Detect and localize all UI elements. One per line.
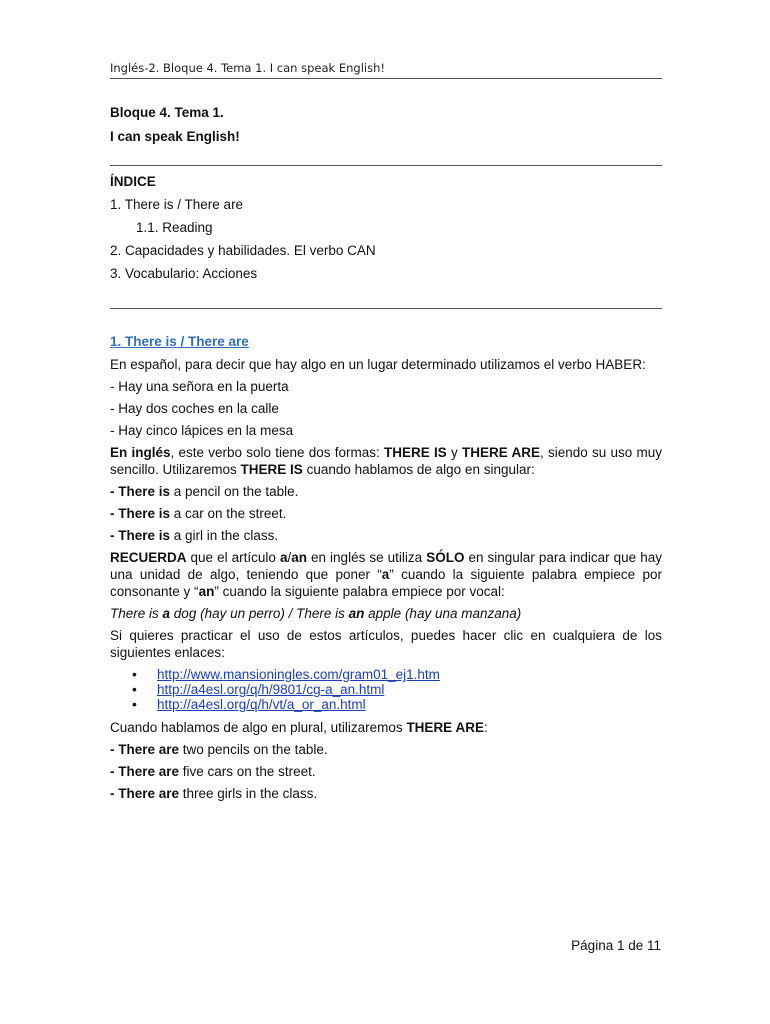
section-heading[interactable]: 1. There is / There are xyxy=(110,334,249,349)
index-item: 1.1. Reading xyxy=(136,220,213,235)
english-paragraph: En inglés, este verbo solo tiene dos formas: THERE IS y THERE ARE, siendo su uso muy sencillo. Utilizaremos THERE IS cuando hablamos de algo en singular: xyxy=(110,445,662,477)
table-of-contents xyxy=(110,173,662,282)
singular-example: - There is a pencil on the table. xyxy=(110,484,299,499)
bullet-icon: • xyxy=(132,681,137,697)
plural-example: - There are three girls in the class. xyxy=(110,786,318,801)
singular-example: - There is a car on the street. xyxy=(110,506,287,521)
index-divider xyxy=(110,308,662,309)
index-item: 1. There is / There are xyxy=(110,197,244,212)
header-divider xyxy=(110,78,662,79)
practice-paragraph: Si quieres practicar el uso de estos artículos, puedes hacer clic en cualquiera de los siguientes enlaces: xyxy=(110,628,662,660)
practice-link[interactable]: http://a4esl.org/q/h/9801/cg-a_an.html xyxy=(157,682,385,697)
document-title xyxy=(110,104,662,145)
link-item xyxy=(110,667,662,682)
practice-links xyxy=(110,667,662,712)
link-item xyxy=(110,682,662,697)
index-heading: ÍNDICE xyxy=(110,174,156,189)
practice-link[interactable]: http://a4esl.org/q/h/vt/a_or_an.html xyxy=(157,697,366,712)
plural-intro: Cuando hablamos de algo en plural, utilizaremos THERE ARE: xyxy=(110,720,488,735)
spanish-example: - Hay dos coches en la calle xyxy=(110,401,279,416)
spanish-example: - Hay una señora en la puerta xyxy=(110,379,289,394)
index-item: 3. Vocabulario: Acciones xyxy=(110,266,258,281)
link-item xyxy=(110,697,662,712)
plural-example: - There are two pencils on the table. xyxy=(110,742,328,757)
section-1 xyxy=(110,333,662,802)
title-divider xyxy=(110,165,662,166)
plural-example: - There are five cars on the street. xyxy=(110,764,316,779)
index-item: 2. Capacidades y habilidades. El verbo CAN xyxy=(110,243,376,258)
practice-link[interactable]: http://www.mansioningles.com/gram01_ej1.htm xyxy=(157,667,440,682)
running-header: Inglés-2. Bloque 4. Tema 1. I can speak English! xyxy=(110,61,385,75)
page-number: Página 1 de 11 xyxy=(571,938,661,953)
spanish-example: - Hay cinco lápices en la mesa xyxy=(110,423,294,438)
title-line-1: Bloque 4. Tema 1. xyxy=(110,105,224,120)
intro-paragraph: En español, para decir que hay algo en un lugar determinado utilizamos el verbo HABER: xyxy=(110,357,646,372)
recuerda-paragraph: RECUERDA que el artículo a/an en inglés se utiliza SÓLO en singular para indicar que hay una unidad de algo, teniendo que poner “a” cuando la siguiente palabra empiece por consonante y “an” cuando la siguiente palabra empiece por vocal: xyxy=(110,550,662,599)
bullet-icon: • xyxy=(132,666,137,682)
article-example: There is a dog (hay un perro) / There is an apple (hay una manzana) xyxy=(110,606,522,621)
singular-example: - There is a girl in the class. xyxy=(110,528,279,543)
bullet-icon: • xyxy=(132,696,137,712)
title-line-2: I can speak English! xyxy=(110,129,240,144)
